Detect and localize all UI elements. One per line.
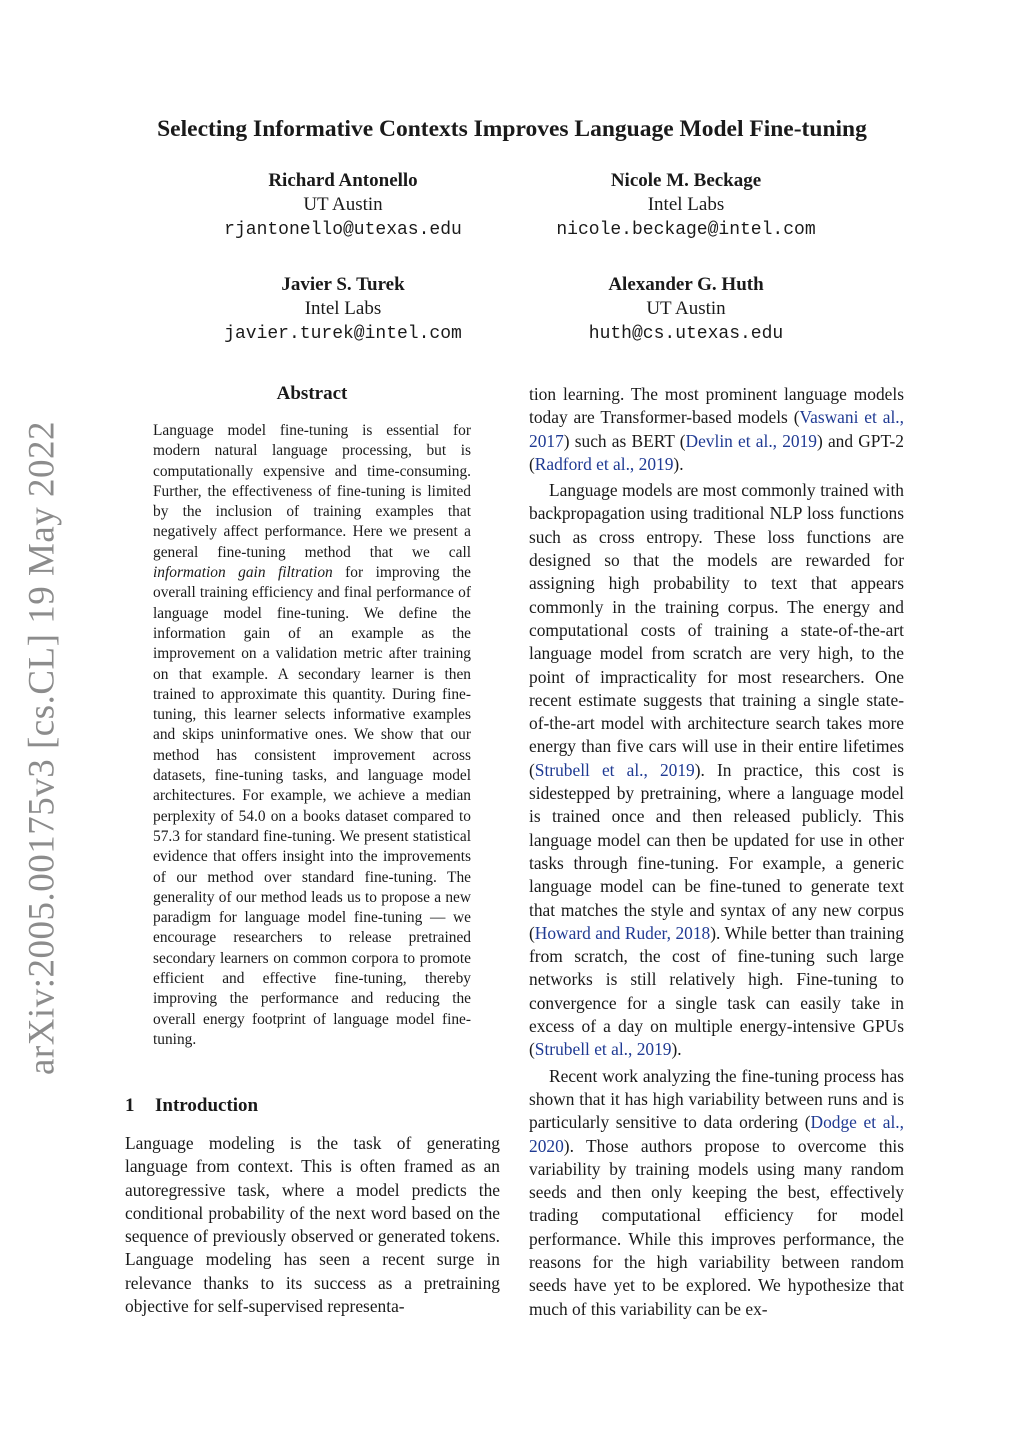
- paragraph-text: ).: [671, 1039, 682, 1060]
- citation-link[interactable]: Dodge et al., 2020: [529, 1112, 904, 1156]
- author-affiliation: Intel Labs: [647, 194, 725, 215]
- citation-link[interactable]: Howard and Ruder, 2018: [534, 922, 711, 943]
- citation-link[interactable]: Strubell et al., 2019: [534, 1039, 672, 1060]
- paragraph-text: tion learning. The most prominent language models today are Transformer-based models (: [529, 384, 904, 428]
- author-email[interactable]: huth@cs.utexas.edu: [588, 324, 784, 344]
- paper-title: Selecting Informative Contexts Improves Language Model Fine-tuning: [157, 116, 867, 142]
- paragraph-text: Language models are most commonly trained with backpropagation using traditional NLP loss functions such as cross entropy. These loss functions are designed so that the models are rewarded for assigning high probability to text that appears commonly in the training corpus. The energy and computational costs of training a state-of-the-art language model from scratch are very high, to the point of impracticality for most researchers. One recent estimate suggests that training a single state-of-the-art model with architecture search takes more energy than five cars will use in their entire lifetimes (: [529, 480, 904, 780]
- author-block: [526, 272, 846, 347]
- section-title: Introduction: [155, 1095, 259, 1116]
- intro-paragraph: [529, 1065, 904, 1321]
- paragraph-text: ).: [673, 453, 684, 474]
- author-affiliation: Intel Labs: [304, 298, 382, 319]
- paragraph-text: Recent work analyzing the fine-tuning process has shown that it has high variability between runs and is particularly sensitive to data ordering (: [529, 1065, 904, 1133]
- author-email[interactable]: javier.turek@intel.com: [224, 324, 462, 344]
- abstract-text: Language model fine-tuning is essential for modern natural language processing, but is computationally expensive and time-consuming. Further, the effectiveness of fine-tuning is limited by the inclusion of training examples that negatively affect performance. Here we present a general fine-tuning method that we call: [153, 422, 471, 561]
- paragraph-text: ) and GPT-2 (: [529, 430, 904, 474]
- citation-link[interactable]: Strubell et al., 2019: [534, 759, 695, 780]
- section-heading-introduction: [125, 1095, 258, 1117]
- author-name: Richard Antonello: [268, 170, 418, 191]
- intro-paragraph: [529, 479, 904, 1061]
- author-name: Javier S. Turek: [281, 274, 405, 295]
- abstract-text: for improving the overall training efficiency and final performance of language model fine-tuning. We define the information gain of an example as the improvement on a validation metric after training on that example. A secondary learner is then trained to approximate this quantity. During fine-tuning, this learner selects informative examples and skips uninformative ones. We show that our method has consistent improvement across datasets, fine-tuning tasks, and language model architectures. For example, we achieve a median perplexity of 54.0 on a books dataset compared to 57.3 for standard fine-tuning. We present statistical evidence that offers insight into the improvements of our method over standard fine-tuning. The generality of our method leads us to propose a new paradigm for language model fine-tuning — we encourage researchers to release pretrained secondary learners on common corpora to promote efficient and effective fine-tuning, thereby improving the performance and reducing the overall energy footprint of language model fine-tuning.: [153, 564, 471, 1048]
- paragraph-text: ). Those authors propose to overcome this variability by training models using many random seeds and then only keeping the best, effectively trading computational efficiency for model performance. While this improves performance, the reasons for the high variability between random seeds have yet to be explored. We hypothesize that much of this variability can be ex-: [529, 1135, 904, 1319]
- citation-link[interactable]: Radford et al., 2019: [534, 453, 674, 474]
- author-affiliation: UT Austin: [303, 194, 383, 215]
- author-name: Nicole M. Beckage: [610, 170, 762, 191]
- citation-link[interactable]: Vaswani et al., 2017: [529, 407, 904, 451]
- author-email[interactable]: nicole.beckage@intel.com: [556, 220, 816, 240]
- abstract-emphasis: information gain filtration: [153, 564, 333, 582]
- citation-link[interactable]: Devlin et al., 2019: [685, 430, 817, 451]
- intro-paragraph-continued: [529, 383, 904, 476]
- author-block: [183, 272, 503, 347]
- abstract-heading: Abstract: [276, 383, 348, 404]
- paragraph-text: ) such as BERT (: [563, 430, 686, 451]
- arxiv-stamp: arXiv:2005.00175v3 [cs.CL] 19 May 2022: [21, 420, 63, 1076]
- paragraph-text: ). In practice, this cost is sidestepped by pretraining, where a language model is trained once and then released publicly. This language model can then be updated for use in other tasks through fine-tuning. For example, a generic language model can be fine-tuned to generate text that matches the style and syntax of any new corpus (: [529, 759, 904, 943]
- author-block: [183, 168, 503, 243]
- author-affiliation: UT Austin: [646, 298, 726, 319]
- abstract-body: [153, 421, 471, 1050]
- right-column: [529, 383, 904, 1321]
- author-block: [526, 168, 846, 243]
- author-email[interactable]: rjantonello@utexas.edu: [224, 220, 462, 240]
- intro-paragraph-left: Language modeling is the task of generating language from context. This is often framed as an autoregressive task, where a model predicts the conditional probability of the next word based on the sequence of previously observed or generated tokens. Language modeling has seen a recent surge in relevance thanks to its success as a pretraining objective for self-supervised representa-: [125, 1133, 500, 1317]
- section-number: 1: [125, 1095, 135, 1116]
- paragraph-text: ). While better than training from scratch, the cost of fine-tuning such large networks is still relatively high. Fine-tuning to convergence for a single task can easily take in excess of a day on multiple energy-intensive GPUs (: [529, 922, 904, 1060]
- author-name: Alexander G. Huth: [608, 274, 764, 295]
